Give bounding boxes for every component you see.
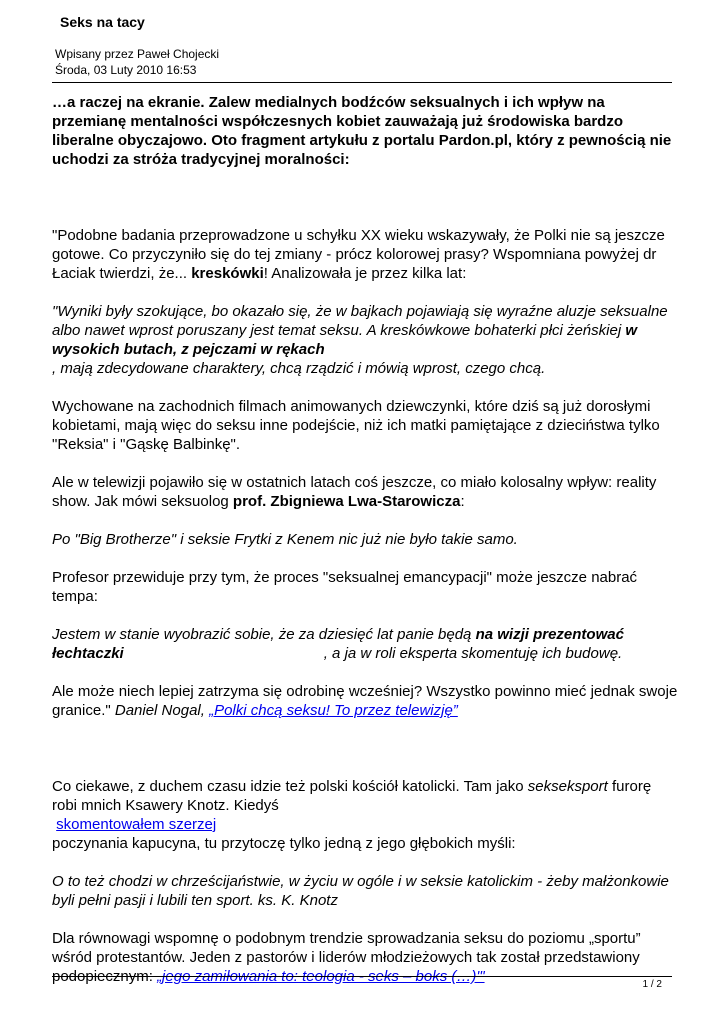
paragraph-4: Profesor przewiduje przy tym, że proces "seksualnej emancypacji" może jeszcze nabrać tempa: — [52, 569, 638, 605]
paragraph-3-text-b: : — [460, 493, 465, 510]
quote-4: O to też chodzi w chrześcijaństwie, w życiu w ogóle i w seksie katolickim - żeby małżonkowie byli pełni pasji i lubili ten sport. ks. K. Knotz — [52, 873, 669, 909]
author-line: Wpisany przez Paweł Chojecki — [55, 47, 220, 61]
quote-2: Po "Big Brotherze" i seksie Frytki z Kenem nic już nie było takie samo. — [52, 531, 518, 548]
paragraph-6-text-b: furorę robi mnich Ksawery Knotz. Kiedyś — [52, 778, 652, 814]
paragraph-5-text-a: Ale może niech lepiej zatrzyma się odrobinę wcześniej? Wszystko powinno mieć jednak swoje granice." — [52, 683, 678, 719]
article-meta — [55, 46, 219, 78]
paragraph-6-text-a: Co ciekawe, z duchem czasu idzie też polski kościół katolicki. Tam jako — [52, 778, 528, 795]
article-body — [52, 93, 678, 986]
quote-3-text-b: , a ja w roli eksperta skomentuję ich budowę. — [323, 645, 623, 662]
quote-1-text-a: "Wyniki były szokujące, bo okazało się, że w bajkach pojawiają się wyraźne aluzje seksualne albo nawet wprost poruszany jest temat seksu. A kreskówkowe bohaterki płci żeńskiej — [52, 303, 668, 339]
paragraph-3-bold: prof. Zbigniewa Lwa-Starowicza — [232, 493, 461, 510]
polki-chca-seksu-link[interactable]: „Polki chcą seksu! To przez telewizję” — [209, 702, 458, 719]
paragraph-5-author: Daniel Nogal, — [114, 702, 205, 719]
paragraph-1-text-a: "Podobne badania przeprowadzone u schyłku XX wieku wskazywały, że Polki nie są jeszcze gotowe. Co przyczyniło się do tej zmiany - prócz kolorowej prasy? Wspomniana powyżej dr Łaciak twierdzi, że... — [52, 227, 665, 282]
paragraph-7-text-a: Dla równowagi wspomnę o podobnym trendzie sprowadzania seksu do poziomu „sportu” wśród protestantów. Jeden z pastorów i liderów młodzieżowych tak został przedstawiony podopiecznym: — [52, 930, 641, 985]
paragraph-7 — [52, 929, 678, 986]
footer-divider — [52, 976, 672, 977]
header-divider — [52, 82, 672, 83]
paragraph-3 — [52, 473, 678, 511]
quote-1-text-b: , mają zdecydowane charaktery, chcą rządzić i mówią wprost, czego chcą. — [52, 360, 546, 377]
quote-3-bold: na wizji prezentować łechtaczki — [52, 626, 624, 662]
page-number: 1 / 2 — [642, 979, 662, 990]
paragraph-6-text-c: poczynania kapucyna, tu przytoczę tylko jedną z jego głębokich myśli: — [52, 835, 516, 852]
paragraph-3-text-a: Ale w telewizji pojawiło się w ostatnich latach coś jeszcze, co miało kolosalny wpływ: reality show. Jak mówi seksuolog — [52, 474, 657, 510]
paragraph-2: Wychowane na zachodnich filmach animowanych dziewczynki, które dziś są już dorosłymi kobietami, mają więc do seksu inne podejście, niż ich matki pamiętające z dzieciństwa tylko "Reksia" i "Gąskę Balbinkę". — [52, 398, 660, 453]
skomentowalem-szerzej-link[interactable]: skomentowałem szerzej — [56, 816, 217, 833]
jego-zamilowania-link[interactable]: „jego zamiłowania to: teologia - seks – boks (…)'" — [157, 968, 485, 985]
paragraph-1-text-b: ! Analizowała je przez kilka lat: — [263, 265, 467, 282]
paragraph-6-italic: sekseksport — [527, 778, 608, 795]
quote-1-bold: w wysokich butach, z pejczami w rękach — [52, 322, 637, 358]
date-line: Środa, 03 Luty 2010 16:53 — [55, 63, 197, 77]
article-lead: …a raczej na ekranie. Zalew medialnych bodźców seksualnych i ich wpływ na przemianę mentalności współczesnych kobiet zauważają już środowiska bardzo liberalne obyczajowo. Oto fragment artykułu z portalu Pardon.pl, który z pewnością nie uchodzi za stróża tradycyjnej moralności: — [52, 94, 672, 168]
paragraph-6 — [52, 777, 678, 853]
quote-3-text-a: Jestem w stanie wyobrazić sobie, że za dziesięć lat panie będą — [52, 626, 476, 643]
quote-3 — [52, 625, 678, 663]
page-title: Seks na tacy — [60, 14, 145, 30]
paragraph-1 — [52, 226, 678, 283]
paragraph-1-bold: kreskówki — [191, 265, 264, 282]
quote-1 — [52, 302, 678, 378]
paragraph-5 — [52, 682, 678, 720]
